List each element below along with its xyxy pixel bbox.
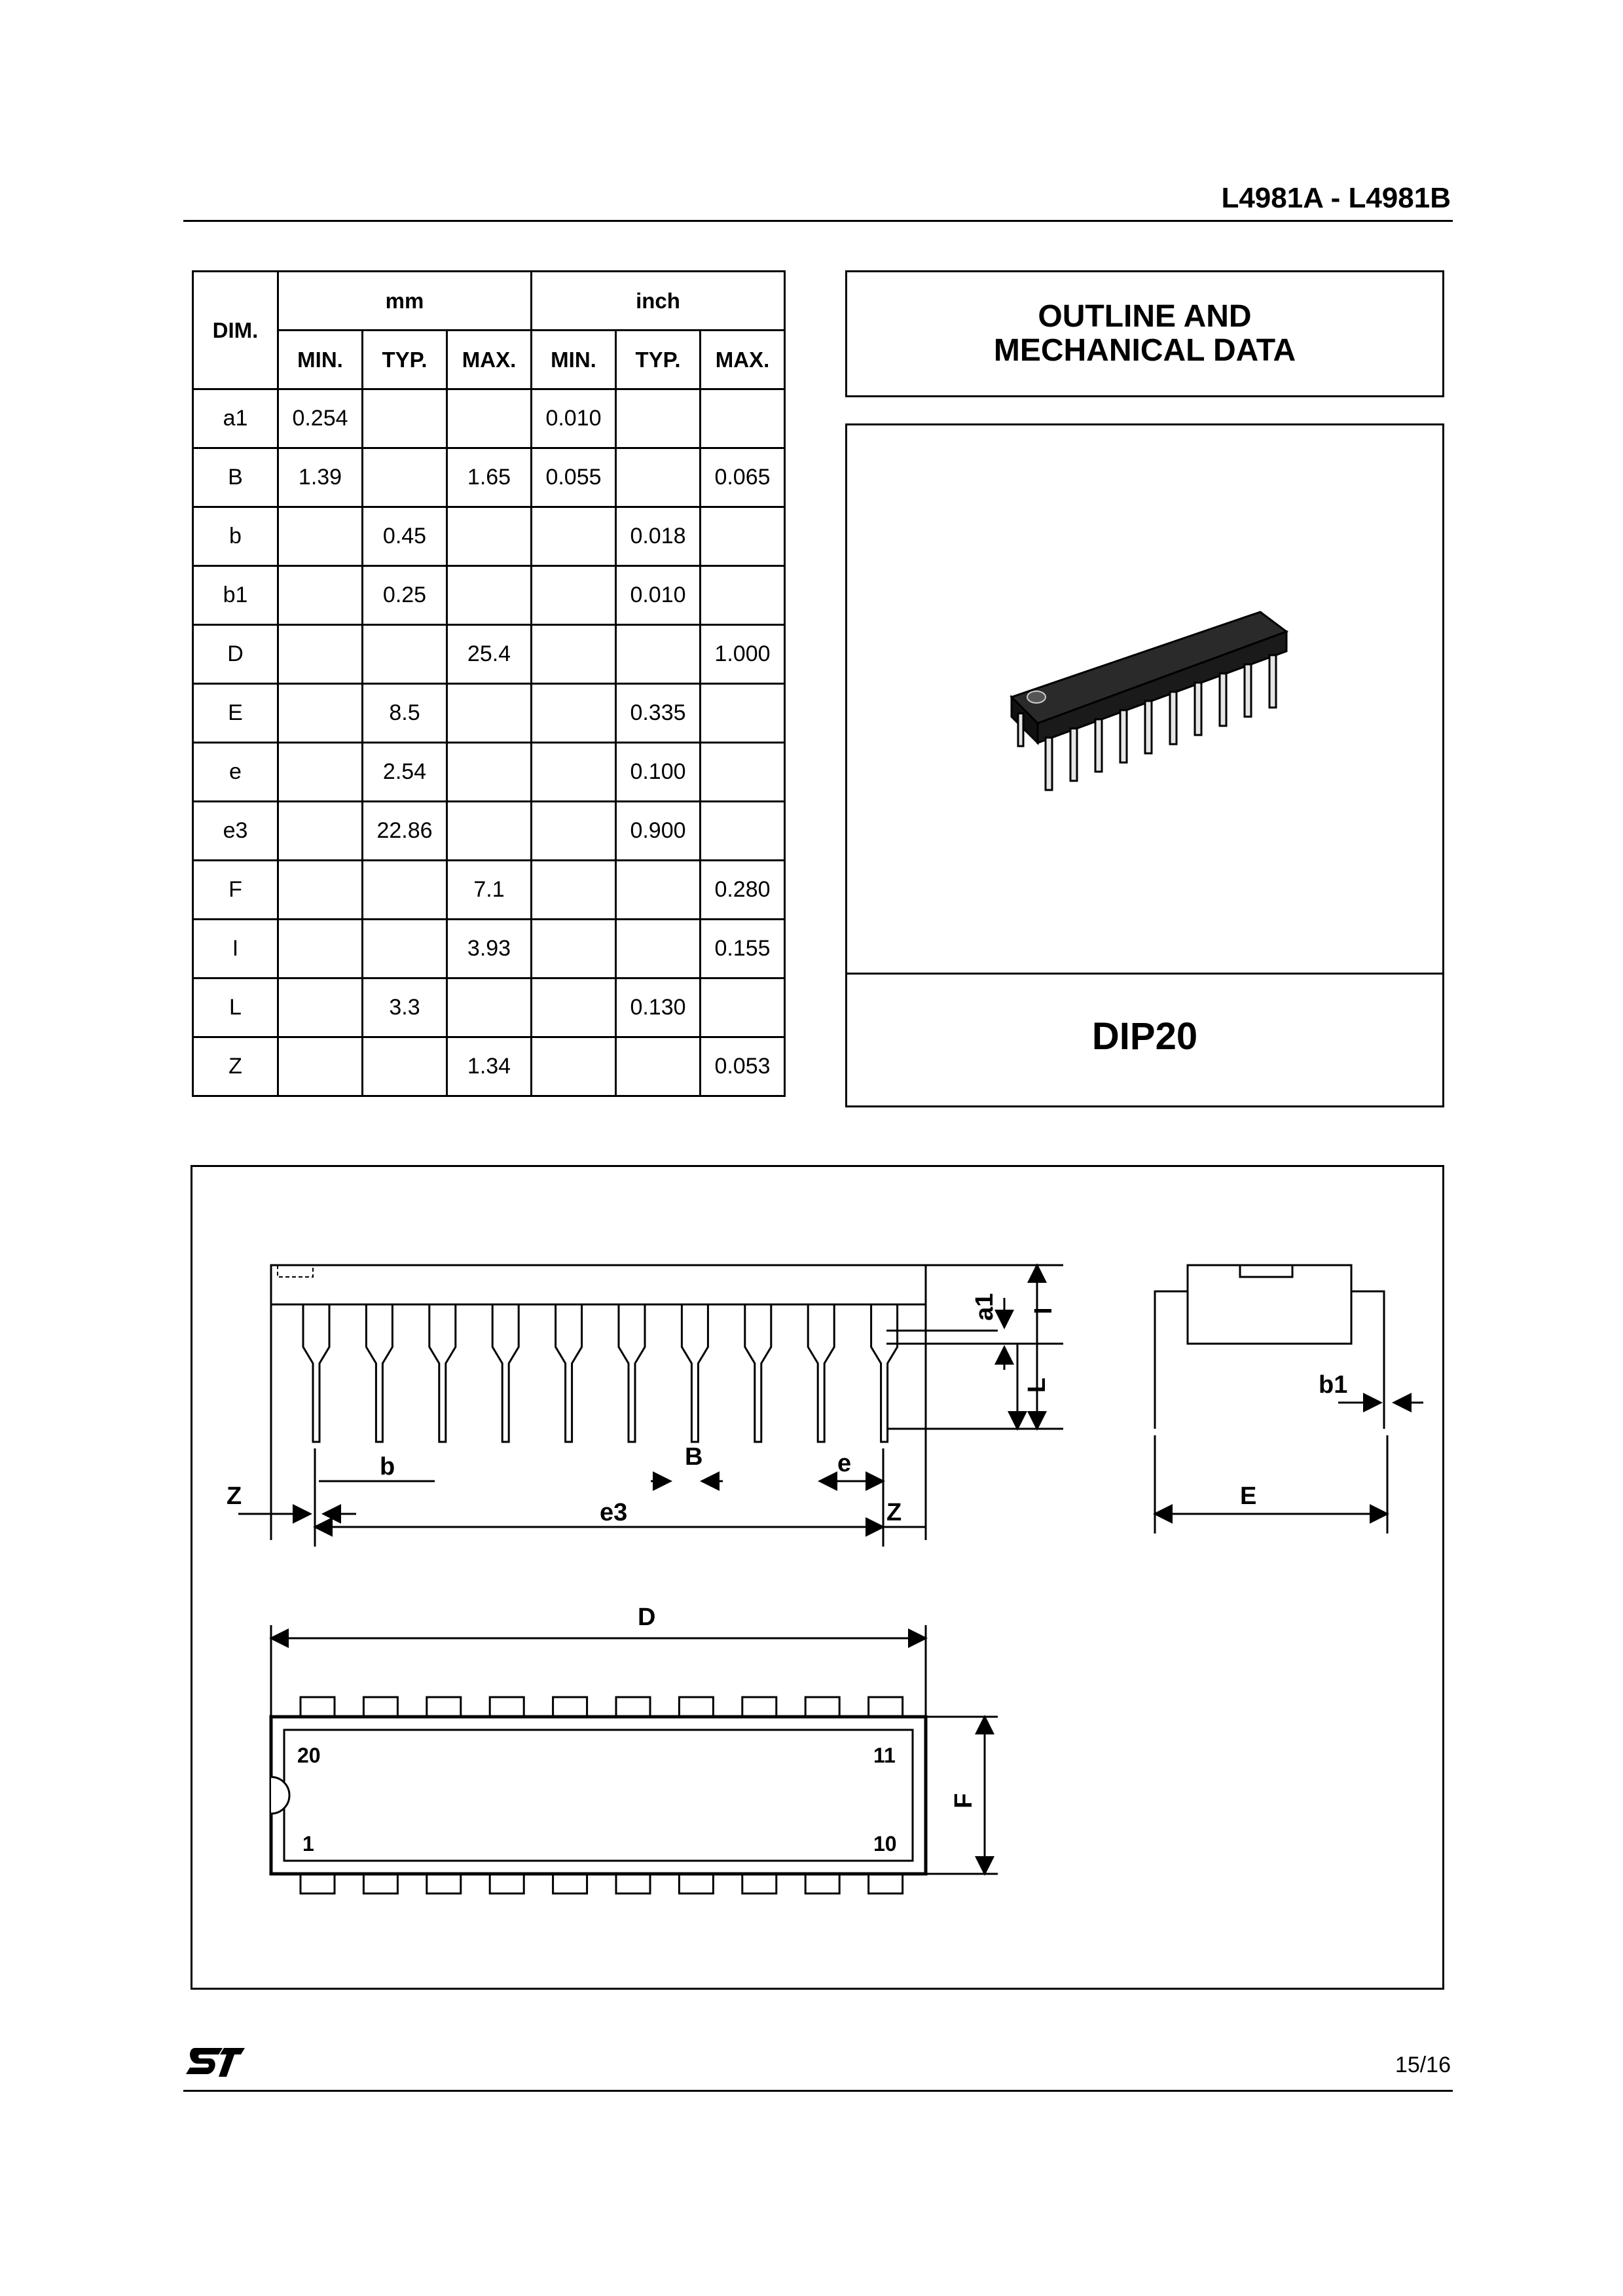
dim-symbol-cell: a1 xyxy=(193,389,278,448)
top-view-pin xyxy=(301,1697,335,1717)
dim-value-cell xyxy=(278,802,363,861)
dim-value-cell xyxy=(363,920,447,978)
top-view-pin xyxy=(616,1697,650,1717)
label-pin20: 20 xyxy=(297,1744,321,1767)
side-view-pin xyxy=(745,1304,771,1442)
dim-value-cell: 1.34 xyxy=(447,1037,532,1096)
dim-value-cell: 0.053 xyxy=(701,1037,785,1096)
dimension-table xyxy=(192,270,786,1097)
mechanical-drawing-box xyxy=(191,1165,1444,1990)
dim-symbol-cell: e3 xyxy=(193,802,278,861)
dim-value-cell: 0.45 xyxy=(363,507,447,566)
label-e3: e3 xyxy=(600,1499,628,1526)
dim-value-cell: 0.055 xyxy=(532,448,616,507)
dim-value-cell xyxy=(278,743,363,802)
package-box xyxy=(845,423,1444,1107)
dim-value-cell xyxy=(278,566,363,625)
dim-value-cell xyxy=(532,625,616,684)
mechanical-drawing xyxy=(192,1167,1442,1988)
dim-value-cell: 1.65 xyxy=(447,448,532,507)
label-z-right: Z xyxy=(886,1499,902,1526)
top-view-pin xyxy=(427,1874,461,1893)
dip-package-illustration xyxy=(998,599,1293,808)
footer-rule xyxy=(183,2090,1453,2092)
dim-symbol-cell: b xyxy=(193,507,278,566)
dim-value-cell xyxy=(447,743,532,802)
dim-value-cell xyxy=(363,625,447,684)
dim-value-cell xyxy=(532,802,616,861)
top-view-pin xyxy=(616,1874,650,1893)
label-a1: a1 xyxy=(971,1293,998,1321)
dim-value-cell xyxy=(363,389,447,448)
dim-value-cell xyxy=(532,507,616,566)
top-view-pin xyxy=(363,1697,397,1717)
sub-header-inch-min: MIN. xyxy=(532,331,616,389)
header-rule xyxy=(183,220,1453,222)
side-view-pin xyxy=(682,1304,708,1442)
top-view-pin xyxy=(363,1874,397,1893)
dim-value-cell: 3.93 xyxy=(447,920,532,978)
label-i: I xyxy=(1030,1307,1057,1314)
dim-value-cell xyxy=(616,625,701,684)
sub-header-mm-min: MIN. xyxy=(278,331,363,389)
dim-value-cell: 0.018 xyxy=(616,507,701,566)
dim-value-cell: 0.25 xyxy=(363,566,447,625)
label-b-small: b xyxy=(380,1453,395,1480)
label-e-width: E xyxy=(1240,1482,1257,1510)
dim-value-cell xyxy=(616,861,701,920)
dim-value-cell xyxy=(532,978,616,1037)
dim-value-cell: 0.130 xyxy=(616,978,701,1037)
sub-header-mm-max: MAX. xyxy=(447,331,532,389)
table-row xyxy=(193,861,785,920)
dim-symbol-cell: E xyxy=(193,684,278,743)
dim-symbol-cell: L xyxy=(193,978,278,1037)
outline-title-line2: MECHANICAL DATA xyxy=(993,333,1296,368)
dim-header: DIM. xyxy=(193,272,278,389)
dim-value-cell xyxy=(701,802,785,861)
dim-symbol-cell: F xyxy=(193,861,278,920)
dim-value-cell: 0.010 xyxy=(616,566,701,625)
dim-value-cell xyxy=(363,1037,447,1096)
dim-value-cell xyxy=(447,684,532,743)
st-logo xyxy=(183,2045,246,2079)
dim-value-cell: 0.900 xyxy=(616,802,701,861)
label-pin11: 11 xyxy=(873,1744,896,1767)
outline-title-line1: OUTLINE AND xyxy=(1038,299,1252,334)
top-view-pin xyxy=(301,1874,335,1893)
dim-value-cell xyxy=(701,684,785,743)
table-row xyxy=(193,507,785,566)
dim-value-cell: 0.155 xyxy=(701,920,785,978)
dim-value-cell xyxy=(278,1037,363,1096)
dim-value-cell: 0.100 xyxy=(616,743,701,802)
top-view-pin xyxy=(869,1874,903,1893)
top-view-pin xyxy=(805,1874,839,1893)
dim-symbol-cell: e xyxy=(193,743,278,802)
side-view-pin xyxy=(808,1304,834,1442)
dim-value-cell: 0.280 xyxy=(701,861,785,920)
dim-value-cell: 25.4 xyxy=(447,625,532,684)
side-view-pin xyxy=(619,1304,645,1442)
label-pin10: 10 xyxy=(873,1832,897,1856)
dim-value-cell xyxy=(447,389,532,448)
dim-value-cell xyxy=(701,389,785,448)
table-row xyxy=(193,566,785,625)
sub-header-inch-typ: TYP. xyxy=(616,331,701,389)
label-b1: b1 xyxy=(1319,1371,1348,1399)
document-title: L4981A - L4981B xyxy=(1221,182,1451,214)
package-divider xyxy=(847,973,1442,975)
dim-value-cell xyxy=(532,861,616,920)
dim-value-cell xyxy=(278,920,363,978)
side-view-pin xyxy=(871,1304,898,1442)
dim-value-cell xyxy=(532,566,616,625)
dim-value-cell xyxy=(701,978,785,1037)
top-view-pin xyxy=(553,1697,587,1717)
label-z-left: Z xyxy=(227,1482,242,1510)
dim-value-cell xyxy=(532,743,616,802)
top-view-pin xyxy=(427,1697,461,1717)
dim-value-cell: 1.39 xyxy=(278,448,363,507)
dim-value-cell: 8.5 xyxy=(363,684,447,743)
page-number: 15/16 xyxy=(1395,2053,1451,2077)
inch-group-header: inch xyxy=(532,272,785,331)
label-f: F xyxy=(950,1793,977,1808)
dim-value-cell xyxy=(616,920,701,978)
dim-value-cell xyxy=(278,507,363,566)
table-row xyxy=(193,802,785,861)
dim-value-cell xyxy=(532,920,616,978)
dim-value-cell xyxy=(278,978,363,1037)
label-e: e xyxy=(837,1450,852,1477)
dim-value-cell: 0.254 xyxy=(278,389,363,448)
dim-value-cell xyxy=(447,507,532,566)
dim-value-cell: 0.335 xyxy=(616,684,701,743)
dim-value-cell xyxy=(701,743,785,802)
top-view-pin xyxy=(490,1697,524,1717)
dim-symbol-cell: Z xyxy=(193,1037,278,1096)
label-pin1: 1 xyxy=(302,1832,314,1856)
table-row xyxy=(193,448,785,507)
side-view-pin xyxy=(429,1304,456,1442)
dim-value-cell: 3.3 xyxy=(363,978,447,1037)
dim-value-cell xyxy=(278,625,363,684)
table-row xyxy=(193,978,785,1037)
label-b-large: B xyxy=(685,1443,703,1471)
mm-group-header: mm xyxy=(278,272,532,331)
top-view-pin xyxy=(805,1697,839,1717)
top-view-pin xyxy=(679,1697,713,1717)
side-view-pin xyxy=(492,1304,519,1442)
dim-value-cell xyxy=(447,978,532,1037)
dim-value-cell xyxy=(701,566,785,625)
side-view-pin xyxy=(303,1304,329,1442)
dim-value-cell xyxy=(616,448,701,507)
dim-value-cell: 0.065 xyxy=(701,448,785,507)
table-row xyxy=(193,684,785,743)
dim-symbol-cell: b1 xyxy=(193,566,278,625)
dim-value-cell xyxy=(532,1037,616,1096)
dim-symbol-cell: I xyxy=(193,920,278,978)
table-row xyxy=(193,389,785,448)
dim-value-cell xyxy=(532,684,616,743)
dim-value-cell xyxy=(701,507,785,566)
dim-value-cell xyxy=(616,389,701,448)
dim-value-cell: 2.54 xyxy=(363,743,447,802)
side-view-pin xyxy=(556,1304,582,1442)
sub-header-mm-typ: TYP. xyxy=(363,331,447,389)
label-l: L xyxy=(1023,1377,1051,1393)
sub-header-inch-max: MAX. xyxy=(701,331,785,389)
dim-value-cell xyxy=(616,1037,701,1096)
table-row xyxy=(193,743,785,802)
dim-value-cell: 0.010 xyxy=(532,389,616,448)
dim-value-cell xyxy=(278,861,363,920)
dim-symbol-cell: B xyxy=(193,448,278,507)
dim-symbol-cell: D xyxy=(193,625,278,684)
dim-value-cell: 22.86 xyxy=(363,802,447,861)
dim-value-cell: 1.000 xyxy=(701,625,785,684)
top-view-pin xyxy=(869,1697,903,1717)
dim-value-cell xyxy=(363,448,447,507)
top-view-pin xyxy=(553,1874,587,1893)
top-view-pin xyxy=(490,1874,524,1893)
table-row xyxy=(193,1037,785,1096)
label-d: D xyxy=(638,1604,656,1631)
dim-value-cell xyxy=(278,684,363,743)
dim-value-cell xyxy=(363,861,447,920)
package-name: DIP20 xyxy=(1091,1015,1198,1058)
dim-value-cell xyxy=(447,802,532,861)
side-view-pin xyxy=(366,1304,392,1442)
top-view-pin xyxy=(742,1874,776,1893)
top-view-pin xyxy=(742,1697,776,1717)
top-view-pin xyxy=(679,1874,713,1893)
table-row xyxy=(193,625,785,684)
dim-value-cell xyxy=(447,566,532,625)
table-row xyxy=(193,920,785,978)
outline-title-box xyxy=(845,270,1444,397)
dim-value-cell: 7.1 xyxy=(447,861,532,920)
